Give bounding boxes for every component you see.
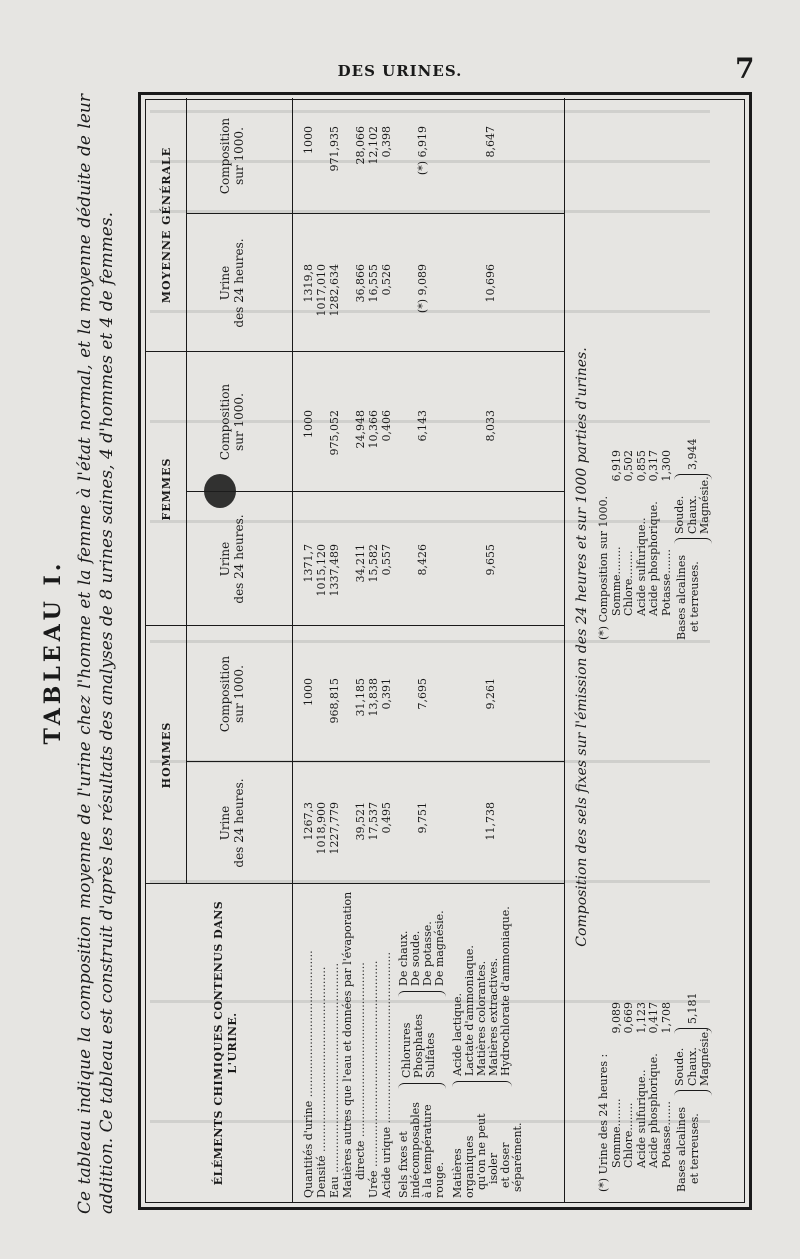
header-moyenne: MOYENNE GÉNÉRALE (160, 146, 173, 304)
footnote-left-bases: Bases alcalines et terreuses. (675, 1106, 701, 1192)
organic-items: Acide lactique. Lactate d'ammoniaque. Matières colorantes. Matières extractives. Hydrochlorate d'ammoniaque. (451, 906, 512, 1076)
footnote-right-bases: Bases alcalines et terreuses. (675, 554, 701, 640)
footnote-right-bases-items: Soude. Chaux. Magnésie. (673, 476, 711, 534)
header-elements: ÉLÉMENTS CHIMIQUES CONTENUS DANS L'URINE. (212, 900, 239, 1186)
table-row: directe .................................................. 39,521 31,185 34,211 24,948 36,866 28,066 (354, 126, 367, 1180)
organic-values: 11,738 9,261 9,655 8,033 10,696 8,647 (484, 126, 497, 841)
footnote-left-bases-value: 5,181 (686, 992, 699, 1024)
table-inner-frame (145, 99, 745, 1203)
table-title: TABLEAU I. (40, 559, 66, 745)
header-hommes: HOMMES (160, 721, 173, 789)
organic-label: Matières organiques qu'on ne peut isoler et doser séparément. (451, 1113, 524, 1198)
subheader-comp-hommes: Composition sur 1000. (218, 655, 246, 733)
table-row: Densité ..................................................... 1018,900 1015,120 1017,010 (315, 264, 328, 1198)
rotated-table-block (40, 82, 760, 1222)
fixed-salts-items: Chlorures Phosphates Sulfates (400, 1013, 437, 1078)
table-row: Eau ............................................................ 1227,779 968,815 1337,489 975,052 1282,634 971,935 (328, 126, 341, 1198)
fixed-salts-label: Sels fixes et indécomposables à la température rouge. (397, 1102, 446, 1198)
table-row: Acide urique ................................................. 0,495 0,391 0,557 0,406 0,526 0,398 (380, 126, 393, 1198)
table-row: Urée ........................................................... 17,537 13,838 15,582 10,366 16,555 12,102 (367, 126, 380, 1198)
subheader-urine-femmes: Urine des 24 heures. (218, 514, 246, 604)
subheader-comp-femmes: Composition sur 1000. (218, 383, 246, 461)
table-caption: Ce tableau indique la composition moyenne de l'urine chez l'homme et la femme à l'état normal, et la moyenne déduite de leur addition. Ce tableau est construit d'après les résultats des analyses de 8 urines saines, 4 d'hommes et 4 de femmes. (75, 94, 117, 1214)
header-femmes: FEMMES (160, 457, 173, 521)
footnote-left: (*) Urine des 24 heures : Somme........ 9,089 Chlore........ 0,669 Acide sulfurique.. 1,123 Acide phosphorique. 0,417 Potasse....... 1,708 (597, 1002, 673, 1192)
page-number: 7 (735, 52, 755, 85)
subheader-comp-moyenne: Composition sur 1000. (218, 117, 246, 195)
footnote-left-bases-items: Soude. Chaux. Magnésie. (673, 1028, 711, 1086)
table-row: Quantités d'urine .......................................... 1267,3 1000 1371,7 1000 1319,8 1000 (302, 126, 315, 1198)
table-row: Matières autres que l'eau et données par l'évaporation (341, 891, 354, 1198)
fixed-salts-note-title: Composition des sels fixes sur l'émission des 24 heures et sur 1000 parties d'urines. (574, 347, 590, 947)
fixed-salts-values: 9,751 7,695 8,426 6,143 (*) 9,089 (*) 6,919 (416, 126, 429, 834)
footnote-right: (*) Composition sur 1000. Somme........ 6,919 Chlore........ 0,502 Acide sulfurique.. 0,855 Acide phosphorique. 0,317 Potasse....... 1,300 (597, 450, 673, 640)
table-frame (138, 92, 752, 1210)
running-head: DES URINES. (337, 62, 463, 80)
subheader-urine-hommes: Urine des 24 heures. (218, 778, 246, 868)
ink-stain (204, 474, 236, 508)
fixed-salts-bases: De chaux. De soude. De potasse. De magnésie. (397, 910, 446, 986)
footnote-right-bases-value: 3,944 (686, 438, 699, 470)
subheader-urine-moyenne: Urine des 24 heures. (218, 238, 246, 328)
